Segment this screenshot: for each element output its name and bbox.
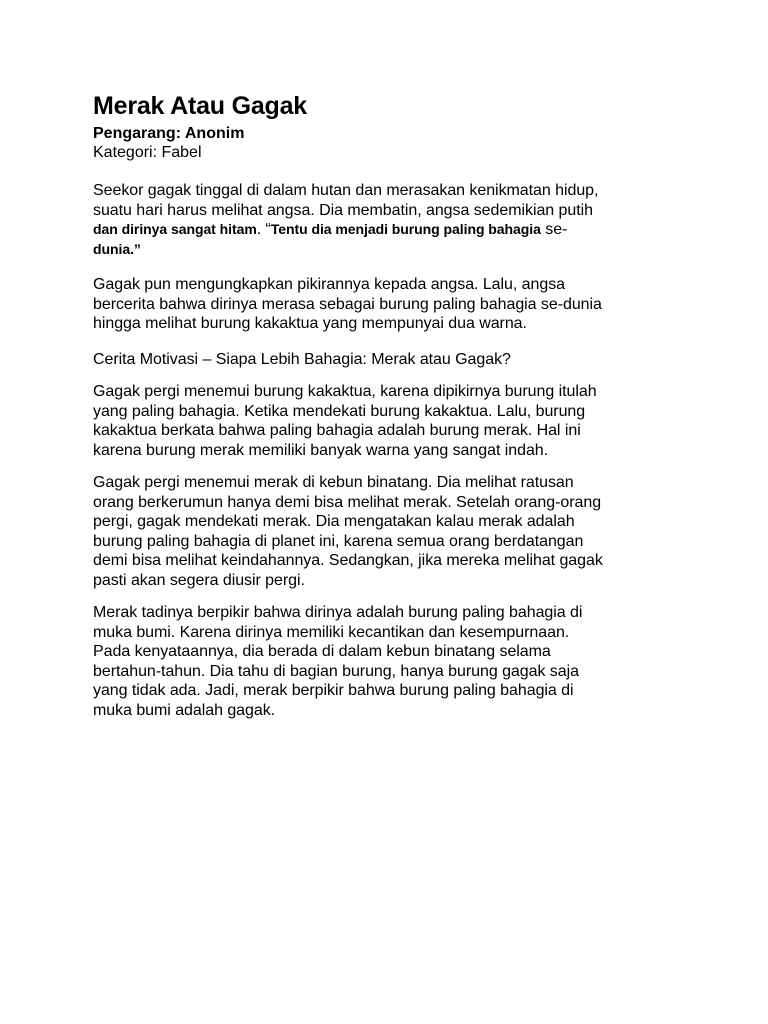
paragraph-line: Gagak pergi menemui merak di kebun binatang. Dia melihat ratusan [93,474,574,491]
paragraph-line: yang tidak ada. Jadi, merak berpikir bahwa burung paling bahagia di [93,682,574,699]
paragraph-line: Gagak pun mengungkapkan pikirannya kepada angsa. Lalu, angsa [93,276,566,293]
paragraph-4 [93,382,681,460]
punctuation-text: . “ [256,221,271,238]
paragraph-line: suatu hari harus melihat angsa. Dia membatin, angsa sedemikian putih [93,201,593,219]
emphasis-text: dan dirinya sangat hitam [93,221,257,237]
emphasis-quote-end: dunia.” [93,240,141,257]
paragraph-5 [93,473,681,590]
category-line: Kategori: Fabel [93,144,202,161]
paragraph-line: burung paling bahagia di planet ini, karena semua orang berdatangan [93,532,584,550]
paragraph-line: pergi, gagak mendekati merak. Dia mengatakan kalau merak adalah [93,513,575,530]
paragraph-line: Seekor gagak tinggal di dalam hutan dan merasakan kenikmatan hidup, [93,182,599,199]
paragraph-line: bercerita bahwa dirinya merasa sebagai burung paling bahagia se-dunia [93,295,602,313]
paragraph-3 [93,350,681,370]
paragraph-line [93,220,681,240]
paragraph-2 [93,275,681,334]
paragraph-1 [93,181,681,259]
paragraph-6 [93,603,681,720]
page-title: Merak Atau Gagak [93,92,308,120]
paragraph-line: karena burung merak memiliki banyak warna yang sangat indah. [93,441,549,459]
paragraph-line: muka bumi adalah gagak. [93,701,276,719]
paragraph-line: Pada kenyataannya, dia berada di dalam kebun binatang selama [93,643,551,660]
paragraph-line: Gagak pergi menemui burung kakaktua, karena dipikirnya burung itulah [93,383,597,400]
paragraph-line: pasti akan segera diusir pergi. [93,571,305,589]
emphasis-quote: Tentu dia menjadi burung paling bahagia [270,221,541,237]
document-page [93,90,681,720]
paragraph-line: bertahun-tahun. Dia tahu di bagian burung, hanya burung gagak saja [93,662,579,680]
paragraph-line: yang paling bahagia. Ketika mendekati burung kakaktua. Lalu, burung [93,402,586,420]
paragraph-line: hingga melihat burung kakaktua yang mempunyai dua warna. [93,315,527,332]
paragraph-line: Cerita Motivasi – Siapa Lebih Bahagia: Merak atau Gagak? [93,350,511,368]
author-line: Pengarang: Anonim [93,125,245,142]
paragraph-line: orang berkerumun hanya demi bisa melihat merak. Setelah orang-orang [93,493,602,511]
paragraph-line: kakaktua berkata bahwa paling bahagia adalah burung merak. Hal ini [93,422,581,439]
paragraph-text: se- [540,221,568,238]
paragraph-line: muka bumi. Karena dirinya memiliki kecantikan dan kesempurnaan. [93,623,570,641]
paragraph-line: demi bisa melihat keindahannya. Sedangkan, jika mereka melihat gagak [93,552,603,569]
paragraph-line: Merak tadinya berpikir bahwa dirinya adalah burung paling bahagia di [93,604,583,621]
